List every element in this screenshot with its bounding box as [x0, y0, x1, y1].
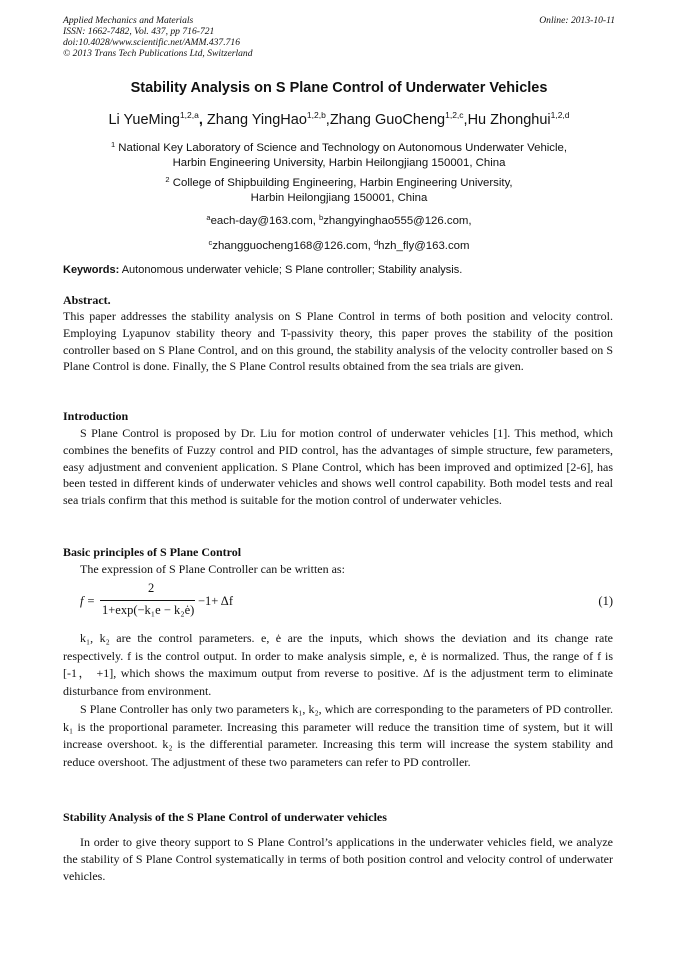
author-name: Hu Zhonghui [467, 112, 551, 128]
keywords-text: Autonomous underwater vehicle; S Plane controller; Stability analysis. [121, 264, 463, 276]
equation-number: (1) [598, 594, 613, 608]
affiliation-line: College of Shipbuilding Engineering, Harbin Engineering University, [172, 177, 513, 189]
doi-line: doi:10.4028/www.scientific.net/AMM.437.716 [63, 37, 241, 48]
author-sup: 1,2,a [179, 110, 199, 120]
introduction-text: S Plane Control is proposed by Dr. Liu for motion control of underwater vehicles [1]. This method, which combines the benefits of Fuzzy control and PID control, has the advantages of simple structure, few parameters, easy adjustment and convenient application. S Plane Control, which has been improved and optimized [2-6], has been tested in different kinds of underwater vehicles and shows well control capability. Both model tests and real sea trials confirm that this method is suitable for the motion control of underwater vehicles. [63, 426, 613, 508]
basic-paragraph-1: k₁, k₂ are the control parameters. e, ė are the inputs, which shows the deviation and its change rate respectively. f is the control output. In order to make analysis simple, e, ė is normalized. Thus, the range of f is [-1， +1], which shows the maximum output from reverse to positive. Δf is the adjustment term to eliminate disturbance from environment. [63, 631, 613, 698]
affiliation-1 [0, 137, 678, 171]
author-sup: 1,2,b [306, 110, 326, 120]
paper-title: Stability Analysis on S Plane Control of Underwater Vehicles [130, 80, 548, 96]
affiliation-line: Harbin Engineering University, Harbin Heilongjiang 150001, China [172, 157, 506, 169]
introduction-heading: Introduction [63, 409, 129, 423]
affiliation-line: Harbin Heilongjiang 150001, China [250, 192, 428, 204]
affiliation-2 [0, 172, 678, 206]
email-sup: c [208, 238, 213, 247]
email-list [0, 207, 678, 257]
copyright-line: © 2013 Trans Tech Publications Ltd, Switzerland [63, 48, 253, 59]
affiliation-sup: 1 [110, 140, 116, 149]
equation-rest: −1+ Δf [198, 594, 233, 608]
email-sup: a [206, 213, 211, 222]
basic-principles-heading: Basic principles of S Plane Control [63, 545, 242, 559]
email-address: hzh_fly@163.com [378, 240, 470, 252]
author-name: Zhang YingHao [206, 112, 307, 128]
abstract-heading: Abstract. [63, 293, 111, 307]
equation-denominator: 1+exp(−k₁e − k₂ė) [102, 603, 195, 617]
keywords [63, 264, 623, 276]
equation-numerator: 2 [148, 581, 155, 595]
email-address: zhangguocheng168@126.com, [212, 240, 374, 252]
author-sup: 1,2,d [550, 110, 570, 120]
author-name: Zhang GuoCheng [329, 112, 446, 128]
online-date: Online: 2013-10-11 [539, 15, 615, 26]
basic-paragraph-2: S Plane Controller has only two parameters k₁, k₂, which are corresponding to the parameters of PD controller. k₁ is the proportional parameter. Increasing this parameter will reduce the transition time of system, but it will increase overshoot. k₂ is the differential parameter. Increasing this term will increase the system stability and reduce overshoot. The adjustment of these two parameters can refer to PD controller. [63, 702, 613, 769]
email-sup: b [319, 213, 324, 222]
journal-name: Applied Mechanics and Materials [63, 15, 194, 26]
affiliation-line: National Key Laboratory of Science and Technology on Autonomous Underwater Vehicle, [118, 142, 568, 154]
fraction-bar [100, 600, 195, 601]
email-address: each-day@163.com, [210, 215, 320, 227]
email-address: zhangyinghao555@126.com, [323, 215, 472, 227]
affiliation-sup: 2 [165, 175, 170, 184]
journal-header [63, 15, 615, 59]
stability-heading: Stability Analysis of the S Plane Control of underwater vehicles [63, 810, 387, 824]
issn-line: ISSN: 1662-7482, Vol. 437, pp 716-721 [63, 26, 215, 37]
keywords-label: Keywords: [63, 264, 120, 276]
email-sup: d [373, 238, 379, 247]
author-sup: 1,2,c [445, 110, 464, 120]
abstract-text: This paper addresses the stability analysis on S Plane Control in terms of both position and velocity control. Employing Lyapunov stability theory and T-passivity theory, this paper proves the stability of the position controller based on S Plane Control, and on this ground, the stability analysis of the velocity controller based on S Plane Control is done. Finally, the S Plane Control results obtained from the sea trials are given. [63, 309, 613, 374]
equation-lhs: f = [80, 594, 96, 608]
author-name: Li YueMing [108, 112, 180, 128]
basic-intro-text: The expression of S Plane Controller can be written as: [80, 562, 345, 576]
equation-1 [80, 581, 613, 624]
author-list: Li YueMing$^{1,2,a}$, Zhang YingHao$^{1,2,b}$,Zhang GuoCheng$^{1,2,c}$,Hu Zhonghui$^{1,2,d}$ [108, 110, 570, 128]
stability-text: In order to give theory support to S Plane Control’s applications in the underwater vehicles field, we analyze the stability of S Plane Control systematically in terms of both position control and velocity control of underwater vehicles. [63, 835, 613, 883]
